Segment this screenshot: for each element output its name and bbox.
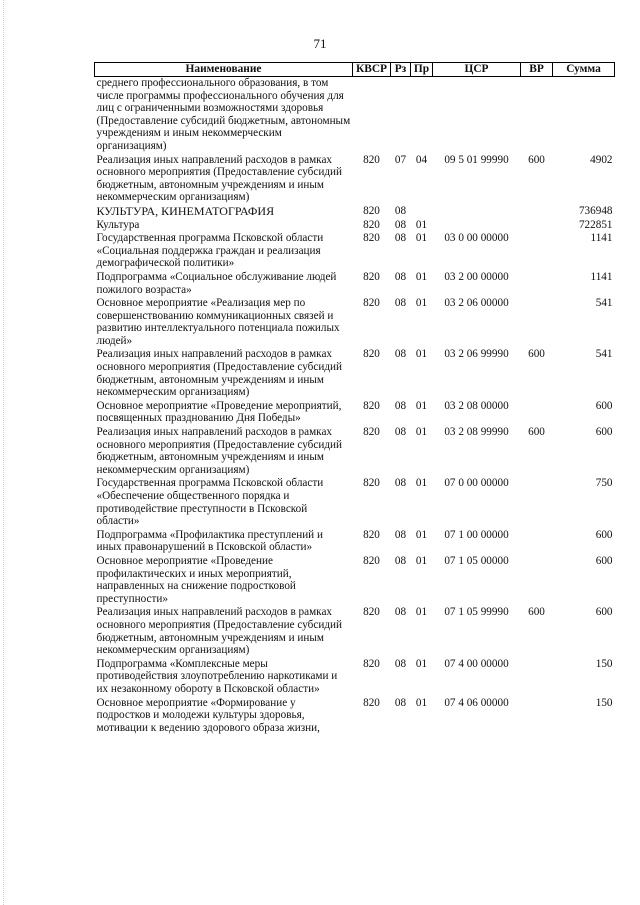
table-row (95, 232, 615, 271)
cell-kvsr: 820 (363, 270, 380, 283)
cell-vr (521, 555, 553, 606)
cell-name: Основное мероприятие «Формирование у подростков и молодежи культуры здоровья, мотивации к ведению здорового образа жизни, (96, 696, 320, 734)
table-row (95, 658, 615, 697)
cell-rz: 08 (394, 399, 407, 412)
cell-vr: 600 (528, 348, 545, 361)
cell-sum: 1141 (590, 232, 613, 245)
cell-name: Реализация иных направлений расходов в рамках основного мероприятия (Предоставление субсидий бюджетным, автономным учреждениям и иным некоммерческим организациям) (96, 426, 342, 476)
cell-vr (521, 77, 553, 154)
cell-rz (391, 77, 411, 154)
cell-kvsr: 820 (363, 399, 380, 412)
cell-csr: 03 2 08 99990 (444, 426, 509, 439)
cell-pr: 01 (415, 426, 428, 439)
cell-pr: 01 (415, 270, 428, 283)
cell-kvsr: 820 (363, 528, 380, 541)
table-row (95, 697, 615, 736)
cell-rz: 08 (394, 426, 407, 439)
cell-name: Реализация иных направлений расходов в рамках основного мероприятия (Предоставление субсидий бюджетным, автономным учреждениям и иным некоммерческим организациям) (96, 348, 342, 399)
table-row (95, 297, 615, 348)
cell-csr: 03 2 06 99990 (444, 348, 509, 361)
cell-pr (411, 205, 433, 219)
cell-sum: 600 (595, 554, 613, 567)
table-row (95, 271, 615, 297)
header-kvsr: КВСР (353, 63, 391, 77)
cell-name: Государственная программа Псковской области «Социальная поддержка граждан и реализация демографической политики» (96, 232, 324, 270)
cell-csr: 03 2 06 00000 (444, 297, 509, 310)
cell-csr: 03 2 08 00000 (444, 399, 509, 412)
cell-sum: 600 (595, 606, 613, 619)
cell-rz: 08 (394, 218, 407, 231)
cell-csr: 07 0 00 00000 (444, 477, 509, 490)
cell-pr: 01 (415, 606, 428, 619)
cell-csr (433, 219, 521, 233)
scan-edge-dots (3, 0, 5, 905)
cell-pr: 01 (415, 218, 428, 231)
table-row (95, 555, 615, 606)
cell-sum: 600 (595, 426, 613, 439)
cell-kvsr: 820 (363, 348, 380, 361)
cell-vr (521, 271, 553, 297)
cell-sum: 750 (595, 477, 613, 490)
cell-kvsr: 820 (363, 657, 380, 670)
table-body (95, 77, 615, 736)
cell-kvsr: 820 (363, 696, 380, 709)
budget-table (94, 62, 615, 735)
header-name: Наименование (95, 63, 353, 77)
table-row (95, 400, 615, 426)
cell-name: Основное мероприятие «Проведение профилактических и иных мероприятий, направленных на снижение подростковой преступности» (96, 554, 296, 605)
cell-sum: 541 (595, 348, 613, 361)
table-row (95, 219, 615, 233)
cell-name: Основное мероприятие «Реализация мер по совершенствованию коммуникационных связей и развитию интеллектуального потенциала пожилых людей» (96, 297, 340, 347)
table-row (95, 348, 615, 399)
cell-kvsr: 820 (363, 426, 380, 439)
cell-csr: 07 1 05 00000 (444, 554, 509, 567)
cell-name: Реализация иных направлений расходов в рамках основного мероприятия (Предоставление субсидий бюджетным, автономным учреждениям и иным некоммерческим организациям) (96, 606, 342, 657)
cell-pr: 04 (415, 153, 428, 166)
table-row (95, 529, 615, 555)
cell-vr (521, 529, 553, 555)
cell-csr: 07 1 05 99990 (444, 606, 509, 619)
cell-name: Культура (96, 218, 140, 231)
cell-kvsr: 820 (363, 297, 380, 310)
cell-rz: 08 (394, 270, 407, 283)
cell-vr (521, 219, 553, 233)
cell-sum: 736948 (578, 204, 613, 217)
cell-rz: 08 (394, 606, 407, 619)
cell-name: Реализация иных направлений расходов в рамках основного мероприятия (Предоставление субсидий бюджетным, автономным учреждениям и иным некоммерческим организациям) (96, 153, 342, 204)
cell-sum: 600 (595, 528, 613, 541)
cell-vr (521, 658, 553, 697)
header-rz: Рз (391, 63, 411, 77)
cell-rz: 08 (394, 297, 407, 310)
cell-rz: 08 (394, 528, 407, 541)
cell-sum: 150 (595, 696, 613, 709)
cell-vr (521, 297, 553, 348)
cell-rz: 08 (394, 477, 407, 490)
cell-name: среднего профессионального образования, в том числе программы профессионального обучения для лиц с ограниченными возможностями здоровья (Предоставление субсидий бюджетным, автономным учреждениям и иным некоммерческим организациям) (96, 77, 351, 152)
table-row (95, 426, 615, 477)
cell-csr: 09 5 01 99990 (444, 153, 509, 166)
cell-rz: 08 (394, 554, 407, 567)
table-row (95, 154, 615, 205)
cell-rz: 08 (394, 348, 407, 361)
cell-pr: 01 (415, 348, 428, 361)
cell-pr (411, 77, 433, 154)
cell-vr: 600 (528, 153, 545, 166)
cell-kvsr: 820 (363, 554, 380, 567)
cell-rz: 07 (394, 153, 407, 166)
cell-name: Государственная программа Псковской области «Обеспечение общественного порядка и противодействие преступности в Псковской области» (96, 477, 324, 528)
header-vr: ВР (521, 63, 553, 77)
cell-rz: 08 (394, 204, 407, 217)
cell-vr (521, 400, 553, 426)
cell-csr: 03 0 00 00000 (444, 232, 509, 245)
cell-name: КУЛЬТУРА, КИНЕМАТОГРАФИЯ (96, 203, 275, 218)
cell-sum: 150 (595, 657, 613, 670)
cell-pr: 01 (415, 528, 428, 541)
cell-csr (433, 77, 521, 154)
cell-csr: 03 2 00 00000 (444, 270, 509, 283)
cell-csr: 07 4 00 00000 (444, 657, 509, 670)
table-row (95, 606, 615, 657)
table-header-row (95, 63, 615, 77)
header-sum: Сумма (553, 63, 615, 77)
cell-name: Подпрограмма «Социальное обслуживание людей пожилого возраста» (96, 270, 337, 296)
table-row (95, 205, 615, 219)
cell-kvsr: 820 (363, 204, 380, 217)
cell-rz: 08 (394, 232, 407, 245)
cell-name: Подпрограмма «Профилактика преступлений и иных правонарушений в Псковской области» (96, 528, 323, 554)
cell-csr: 07 1 00 00000 (444, 528, 509, 541)
cell-sum: 600 (595, 399, 613, 412)
header-pr: Пр (411, 63, 433, 77)
cell-kvsr (353, 77, 391, 154)
cell-sum: 1141 (590, 270, 613, 283)
cell-kvsr: 820 (363, 153, 380, 166)
cell-rz: 08 (394, 696, 407, 709)
cell-csr: 07 4 06 00000 (444, 696, 509, 709)
cell-rz: 08 (394, 657, 407, 670)
cell-sum: 4902 (590, 153, 613, 166)
cell-vr (521, 205, 553, 219)
cell-sum: 541 (595, 297, 613, 310)
cell-sum: 722851 (578, 218, 613, 231)
header-csr: ЦСР (433, 63, 521, 77)
cell-vr: 600 (528, 426, 545, 439)
cell-vr (521, 697, 553, 736)
page-number: 71 (313, 36, 327, 51)
cell-pr: 01 (415, 477, 428, 490)
cell-kvsr: 820 (363, 606, 380, 619)
cell-pr: 01 (415, 696, 428, 709)
cell-kvsr: 820 (363, 232, 380, 245)
cell-pr: 01 (415, 554, 428, 567)
cell-pr: 01 (415, 297, 428, 310)
table-row (95, 77, 615, 154)
cell-kvsr: 820 (363, 477, 380, 490)
cell-pr: 01 (415, 399, 428, 412)
table-row (95, 477, 615, 528)
cell-pr: 01 (415, 232, 428, 245)
cell-vr: 600 (528, 606, 545, 619)
cell-vr (521, 477, 553, 528)
cell-name: Подпрограмма «Комплексные меры противодействия злоупотреблению наркотиками и их незаконному обороту в Псковской области» (96, 657, 338, 695)
cell-sum (553, 77, 615, 154)
cell-csr (433, 205, 521, 219)
cell-kvsr: 820 (363, 218, 380, 231)
cell-name: Основное мероприятие «Проведение мероприятий, посвященных празднованию Дня Победы» (96, 399, 342, 425)
cell-pr: 01 (415, 657, 428, 670)
cell-vr (521, 232, 553, 271)
